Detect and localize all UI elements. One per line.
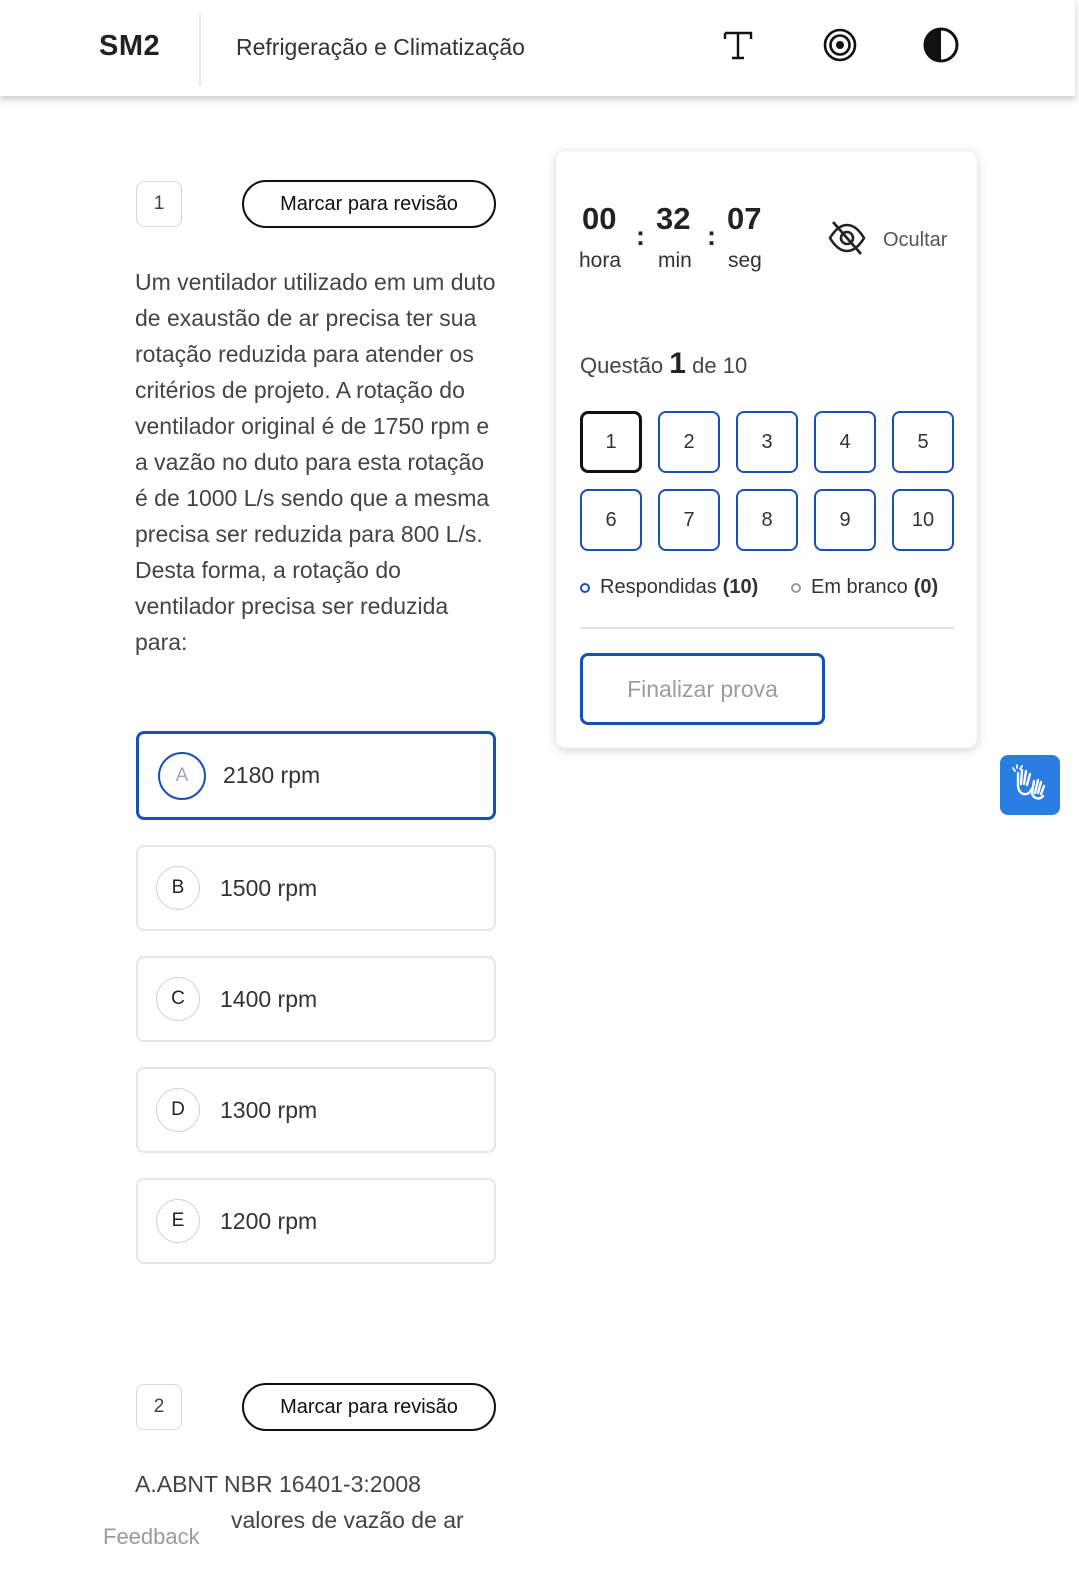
blank-dot-icon (791, 583, 801, 593)
timer-hours-label: hora (579, 249, 622, 272)
question-stem-line: A.ABNT NBR 16401-3:2008 (135, 1471, 421, 1497)
timer-minutes: 32 (656, 201, 691, 236)
legend-blank (791, 576, 938, 599)
nav-question-9[interactable]: 9 (814, 489, 876, 551)
nav-question-1[interactable]: 1 (580, 411, 642, 473)
option-text: 2180 rpm (223, 762, 321, 788)
sign-language-hands-icon (1010, 763, 1050, 808)
question-number: 1 (136, 181, 182, 227)
nav-question-10[interactable]: 10 (892, 489, 954, 551)
target-icon[interactable] (819, 24, 861, 66)
option-d[interactable] (136, 1067, 496, 1153)
nav-question-7[interactable]: 7 (658, 489, 720, 551)
question-stem: Um ventilador utilizado em um duto de exaustão de ar precisa ter sua rotação reduzida para atender os critérios de projeto. A rotação do ventilador original é de 1750 rpm e a vazão no duto para esta rotação é de 1000 L/s sendo que a mesma precisa ser reduzida para 800 L/s. Desta forma, a rotação do ventilador precisa ser reduzida para: (135, 269, 496, 655)
option-letter: B (156, 866, 200, 910)
finish-exam-button[interactable]: Finalizar prova (580, 653, 825, 725)
hide-timer-button[interactable] (827, 219, 947, 262)
panel-divider (580, 627, 954, 629)
answered-dot-icon (580, 583, 590, 593)
nav-question-3[interactable]: 3 (736, 411, 798, 473)
nav-question-2[interactable]: 2 (658, 411, 720, 473)
brand-logo[interactable]: SM2 (99, 30, 161, 62)
timer-seconds: 07 (727, 201, 762, 236)
option-text: 1400 rpm (220, 986, 318, 1012)
option-letter: A (158, 752, 206, 800)
legend-blank-count: (0) (913, 576, 939, 598)
nav-question-4[interactable]: 4 (814, 411, 876, 473)
course-title: Refrigeração e Climatização (236, 34, 525, 60)
hide-timer-label: Ocultar (883, 229, 948, 251)
legend-blank-label: Em branco (811, 576, 908, 598)
timer-separator: : (636, 221, 645, 251)
progress-current: 1 (669, 347, 686, 380)
nav-question-5[interactable]: 5 (892, 411, 954, 473)
timer-separator: : (707, 221, 716, 251)
option-c[interactable] (136, 956, 496, 1042)
timer-hours: 00 (582, 201, 617, 236)
question-progress (580, 347, 747, 381)
timer-seconds-label: seg (728, 249, 762, 272)
question-number: 2 (136, 1384, 182, 1430)
nav-question-8[interactable]: 8 (736, 489, 798, 551)
mark-for-review-button[interactable]: Marcar para revisão (242, 180, 496, 228)
option-letter: D (156, 1088, 200, 1132)
progress-prefix: Questão (580, 353, 664, 378)
legend-answered (580, 576, 758, 599)
progress-total: 10 (722, 353, 748, 378)
header-divider (199, 14, 201, 86)
legend-answered-count: (10) (722, 576, 759, 598)
option-letter: C (156, 977, 200, 1021)
font-size-icon[interactable] (717, 24, 759, 66)
sign-language-button[interactable] (1000, 755, 1060, 815)
top-header (0, 0, 1076, 96)
option-text: 1300 rpm (220, 1097, 318, 1123)
option-b[interactable] (136, 845, 496, 931)
contrast-icon[interactable] (920, 24, 962, 66)
eye-off-icon (827, 219, 867, 262)
option-text: 1200 rpm (220, 1208, 318, 1234)
question-stem-line: valores de vazão de ar (231, 1507, 464, 1533)
legend-answered-label: Respondidas (600, 576, 717, 598)
feedback-link[interactable]: Feedback (103, 1524, 200, 1549)
mark-for-review-button[interactable]: Marcar para revisão (242, 1383, 496, 1431)
exam-side-panel (556, 151, 977, 748)
option-e[interactable] (136, 1178, 496, 1264)
nav-question-6[interactable]: 6 (580, 489, 642, 551)
option-a[interactable] (136, 731, 496, 820)
timer-minutes-label: min (658, 249, 692, 272)
progress-middle: de (692, 353, 717, 378)
option-text: 1500 rpm (220, 875, 318, 901)
option-letter: E (156, 1199, 200, 1243)
